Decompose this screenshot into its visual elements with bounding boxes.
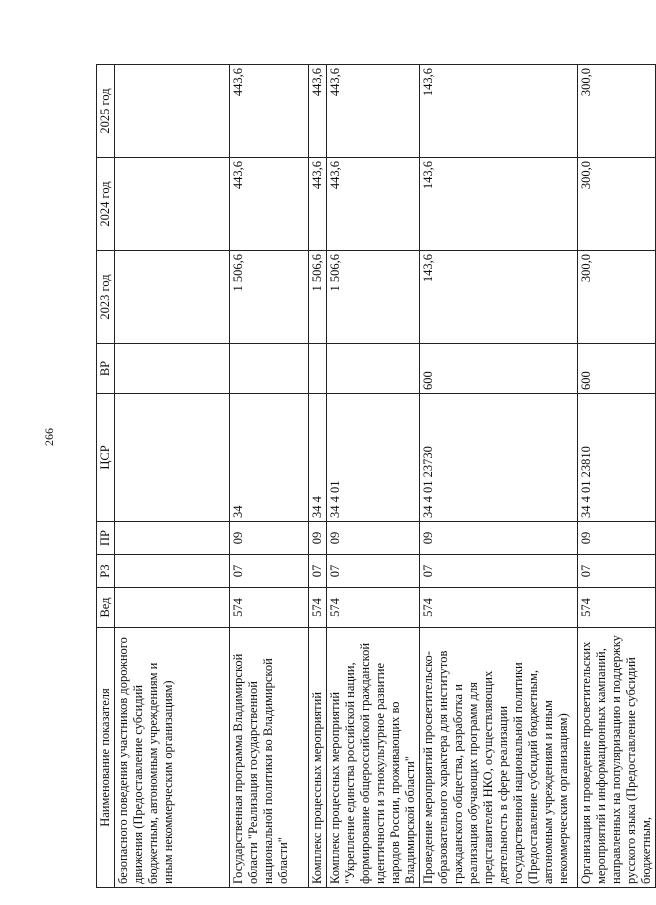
cell-pr: 09 bbox=[309, 522, 327, 555]
cell-pr: 09 bbox=[327, 522, 420, 555]
cell-pr bbox=[115, 522, 230, 555]
cell-2025: 143,6 bbox=[420, 65, 578, 158]
header-pr: ПР bbox=[97, 522, 115, 555]
cell-2025: 443,6 bbox=[230, 65, 309, 158]
cell-2024: 143,6 bbox=[420, 158, 578, 251]
cell-csr: 34 4 01 bbox=[327, 394, 420, 522]
cell-csr bbox=[115, 394, 230, 522]
cell-rz: 07 bbox=[578, 555, 656, 588]
table-header-row bbox=[97, 65, 115, 888]
cell-csr: 34 4 01 23810 bbox=[578, 394, 656, 522]
cell-vr: 600 bbox=[420, 344, 578, 394]
cell-pr: 09 bbox=[420, 522, 578, 555]
cell-ved: 574 bbox=[327, 588, 420, 628]
cell-rz: 07 bbox=[327, 555, 420, 588]
cell-2025 bbox=[115, 65, 230, 158]
table-row bbox=[230, 65, 309, 888]
cell-rz: 07 bbox=[309, 555, 327, 588]
cell-name: Комплекс процессных мероприятий "Укрепление единства российской нации, формирование общероссийской гражданской идентичности и этнокультурное развитие народов России, проживающих во Владимирской области" bbox=[327, 628, 420, 888]
cell-rz: 07 bbox=[420, 555, 578, 588]
cell-2025: 443,6 bbox=[327, 65, 420, 158]
table-row bbox=[115, 65, 230, 888]
cell-2023: 1 506,6 bbox=[309, 251, 327, 344]
page-number: 266 bbox=[42, 428, 56, 446]
table-row bbox=[578, 65, 656, 888]
header-ved: Вед bbox=[97, 588, 115, 628]
header-vr: ВР bbox=[97, 344, 115, 394]
cell-ved: 574 bbox=[309, 588, 327, 628]
cell-name: Государственная программа Владимирской области "Реализация государственной национальной политики во Владимирской области" bbox=[230, 628, 309, 888]
cell-ved: 574 bbox=[420, 588, 578, 628]
header-csr: ЦСР bbox=[97, 394, 115, 522]
cell-ved: 574 bbox=[230, 588, 309, 628]
cell-csr: 34 4 bbox=[309, 394, 327, 522]
cell-2024 bbox=[115, 158, 230, 251]
cell-vr bbox=[327, 344, 420, 394]
cell-name: Организация и проведение просветительских мероприятий и информационных кампаний, направленных на популяризацию и поддержку русского языка (Предоставление субсидий бюджетным, bbox=[578, 628, 656, 888]
cell-2024: 300,0 bbox=[578, 158, 656, 251]
cell-2024: 443,6 bbox=[327, 158, 420, 251]
header-rz: РЗ bbox=[97, 555, 115, 588]
header-2024: 2024 год bbox=[97, 158, 115, 251]
cell-rz: 07 bbox=[230, 555, 309, 588]
cell-2023: 300,0 bbox=[578, 251, 656, 344]
cell-csr: 34 4 01 23730 bbox=[420, 394, 578, 522]
cell-name: Проведение мероприятий просветительско-образовательного характера для институтов гражданского общества, разработка и реализация обучающих программ для представителей НКО, осуществляющих деятельность в сфере реализации государственной национальной политики (Предоставление субсидий бюджетным, автономным учреждениям и иным некоммерческим организациям) bbox=[420, 628, 578, 888]
cell-2023: 1 506,6 bbox=[327, 251, 420, 344]
cell-rz bbox=[115, 555, 230, 588]
cell-2024: 443,6 bbox=[309, 158, 327, 251]
budget-table bbox=[96, 64, 656, 888]
table-row bbox=[309, 65, 327, 888]
header-2025: 2025 год bbox=[97, 65, 115, 158]
cell-pr: 09 bbox=[578, 522, 656, 555]
cell-csr: 34 bbox=[230, 394, 309, 522]
cell-vr bbox=[115, 344, 230, 394]
cell-ved: 574 bbox=[578, 588, 656, 628]
budget-table-container bbox=[96, 64, 653, 888]
cell-2023: 1 506,6 bbox=[230, 251, 309, 344]
cell-2025: 443,6 bbox=[309, 65, 327, 158]
cell-vr: 600 bbox=[578, 344, 656, 394]
cell-name: Комплекс процессных мероприятий bbox=[309, 628, 327, 888]
cell-vr bbox=[230, 344, 309, 394]
cell-pr: 09 bbox=[230, 522, 309, 555]
cell-2023 bbox=[115, 251, 230, 344]
header-2023: 2023 год bbox=[97, 251, 115, 344]
table-row bbox=[327, 65, 420, 888]
header-name: Наименование показателя bbox=[97, 628, 115, 888]
cell-ved bbox=[115, 588, 230, 628]
cell-2025: 300,0 bbox=[578, 65, 656, 158]
cell-vr bbox=[309, 344, 327, 394]
cell-name: безопасного поведения участников дорожного движения (Предоставление субсидий бюджетным, автономным учреждениям и иным некоммерческим организациям) bbox=[115, 628, 230, 888]
cell-2023: 143,6 bbox=[420, 251, 578, 344]
cell-2024: 443,6 bbox=[230, 158, 309, 251]
table-row bbox=[420, 65, 578, 888]
